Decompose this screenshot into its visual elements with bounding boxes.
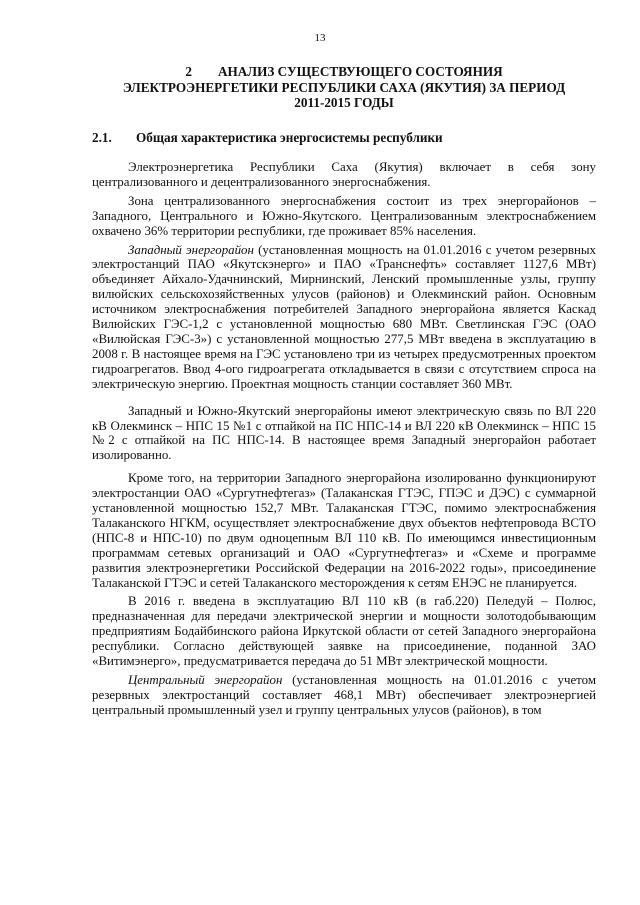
paragraph <box>92 243 596 392</box>
paragraph: В 2016 г. введена в эксплуатацию ВЛ 110 кВ (в габ.220) Пеледуй – Полюс, предназначенная для передачи электрической энергии и мощности золотодобывающим предприятиям Бодайбинского района Иркутской области от сетей Западного энергорайона республики. Согласно действующей заявке на присоединение, поданной ЗАО «Витимэнерго», предусматривается передача до 51 МВт электрической мощности. <box>92 594 596 669</box>
page-number: 13 <box>314 32 326 44</box>
paragraph: Электроэнергетика Республики Саха (Якутия) включает в себя зону централизованного и децентрализованного энергоснабжения. <box>92 160 596 189</box>
body-text <box>92 160 596 722</box>
subsection-title: Общая характеристика энергосистемы республики <box>136 130 443 145</box>
paragraph-text: (установленная мощность на 01.01.2016 с учетом резервных электростанций составляет 468,1 МВт) обеспечивает электроэнергией центральный промышленный узел и группу центральных улусов (районов), в том <box>92 673 596 717</box>
section-title-part-2: ЭЛЕКТРОЭНЕРГЕТИКИ РЕСПУБЛИКИ САХА (ЯКУТИЯ) ЗА ПЕРИОД <box>122 79 566 95</box>
section-title-part-1: АНАЛИЗ СУЩЕСТВУЮЩЕГО СОСТОЯНИЯ <box>217 64 503 79</box>
section-heading-line-1 <box>92 64 596 80</box>
paragraph-lead-italic: Западный энергорайон <box>128 242 254 257</box>
paragraph <box>92 673 596 718</box>
paragraph: Кроме того, на территории Западного энергорайона изолированно функционируют электростанции ОАО «Сургутнефтегаз» (Талаканская ГТЭС, ГПЭС и ДЭС) с суммарной установленной мощностью 152,7 МВт. Талаканская ГТЭС, помимо электроснабжения Талаканского НГКМ, осуществляет электроснабжение двух объектов нефтепровода ВСТО (НПС-8 и НПС-10) по двум одноцепным ВЛ 110 кВ. По имеющимся инвестиционным программам сетевых организаций и ОАО «Сургутнефтегаз» и «Схеме и программе развития электроэнергетики Российской Федерации на 2016-2022 годы», присоединение Талаканской ГТЭС и сетей Талаканского месторождения к сетям ЕНЭС не планируется. <box>92 471 596 590</box>
paragraph: Западный и Южно-Якутский энергорайоны имеют электрическую связь по ВЛ 220 кВ Олекминск – НПС 15 №1 с отпайкой на ПС НПС-14 и ВЛ 220 кВ Олекминск – НПС 15 №2 с отпайкой на ПС НПС-14. В настоящее время Западный энергорайон работает изолированно. <box>92 403 596 463</box>
subsection-number: 2.1. <box>92 130 112 145</box>
section-title-part-3: 2011-2015 ГОДЫ <box>294 95 394 110</box>
paragraph-text: (установленная мощность на 01.01.2016 с учетом резервных электростанций ПАО «Якутскэнерго» и ПАО «Транснефть» составляет 1127,6 МВт) объединяет Айхало-Удачнинский, Мирнинский, Ленский промышленные узлы, группу вилюйских сельскохозяйственных улусов (районов) и Олекминский район. Основным источником электроснабжения потребителей Западного энергорайона является Каскад Вилюйских ГЭС-1,2 с установленной мощностью 680 МВт. Светлинская ГЭС (ОАО «Вилюйская ГЭС-3») с установленной мощностью 277,5 МВт введена в эксплуатацию в 2008 г. В настоящее время на ГЭС установлено три из четырех предусмотренных проектом гидроагрегатов. Ввод 4-ого гидроагрегата откладывается в связи с отсутствием спроса на электрическую энергию. Проектная мощность станции составляет 360 МВт. <box>92 242 596 391</box>
section-number: 2 <box>185 64 192 79</box>
paragraph-lead-italic: Центральный энергорайон <box>128 673 283 687</box>
subsection-heading <box>92 130 596 146</box>
section-heading <box>92 64 596 111</box>
paragraph: Зона централизованного энергоснабжения состоит из трех энергорайонов – Западного, Центрального и Южно-Якутского. Централизованным электроснабжением охвачено 36% территории республики, где проживает 85% населения. <box>92 193 596 238</box>
